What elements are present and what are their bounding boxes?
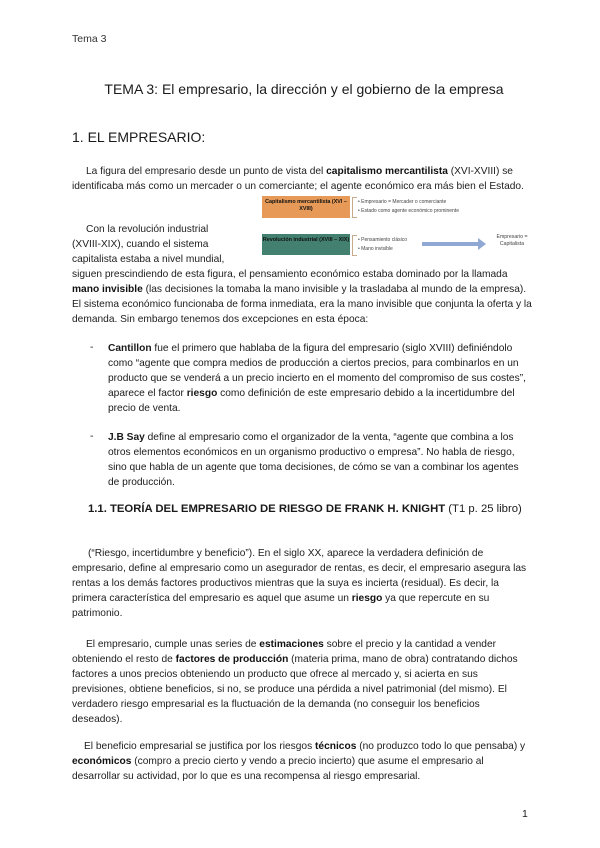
- diagram-brace: [352, 235, 357, 256]
- paragraph-estimaciones: El empresario, cumple unas series de estimaciones sobre el precio y la cantidad a vender obteniendo el resto de factores de producción (materia prima, mano de obra) contratando dichos factores a unos precios obteniendo un producto que ofrece al mercado y, si acierta en sus previsiones, obtiene beneficios, si no, se produce una pérdida a nivel patrimonial (del mismo). El verdadero riesgo empresarial es la fluctuación de la demanda (no conseguir los beneficios deseados).: [72, 639, 518, 725]
- history-diagram: [262, 196, 532, 258]
- diagram-brace: [352, 197, 357, 218]
- diagram-result: Empresario = Capitalista: [496, 234, 528, 247]
- bold-term: factores de producción: [175, 653, 289, 665]
- paragraph-revolucion-start: Con la revolución industrial (XVIII-XIX), cuando el sistema capitalista estaba a nivel mundial,: [72, 224, 225, 265]
- bullet-cantillon: Cantillon fue el primero que hablaba de la figura del empresario (siglo XVIII) definiéndolo como “agente que compra medios de producción a ciertos precios, para combinarlos en un producto que se venderá a un precio incierto en el momento del compromiso de sus costes”, aparece el factor riesgo como definición de este empresario debido a la incertidumbre del precio de venta.: [108, 343, 526, 414]
- bold-term: técnicos: [315, 741, 357, 752]
- bold-term: J.B Say: [108, 432, 145, 443]
- diagram-item: • Empresario = Mercader o comerciante: [358, 199, 446, 205]
- bold-term: económicos: [72, 755, 132, 767]
- diagram-arrow-head: [478, 238, 486, 250]
- diagram-box-revolucion: Revolución industrial (XVIII – XIX): [262, 234, 350, 255]
- page-header: Tema 3: [72, 33, 107, 45]
- bold-term: capitalismo mercantilista: [326, 166, 448, 177]
- bold-term: mano invisible: [72, 283, 143, 295]
- section-heading-knight: 1.1. TEORÍA DEL EMPRESARIO DE RIESGO DE FRANK H. KNIGHT (T1 p. 25 libro): [88, 503, 522, 515]
- paragraph-revolucion: siguen prescindiendo de esta figura, el pensamiento económico estaba dominado por la llamada mano invisible (las decisiones la tomaba la mano invisible y la trasladaba al mundo de la empresa). El sistema económico funcionaba de forma inmediata, era la mano invisible que conjunta la oferta y la demanda. Sin embargo tenemos dos excepciones en esta época:: [72, 269, 532, 325]
- bullet-say: J.B Say define al empresario como el organizador de la venta, “agente que combina a los otros elementos económicos en un organismo productivo o empresa”. No habla de riesgo, sino que habla de un agente que toma decisiones, de cómo se van a combinar los agentes de producción.: [108, 432, 519, 488]
- bold-term: riesgo: [351, 592, 383, 604]
- paragraph-mercantilismo: La figura del empresario desde un punto de vista del capitalismo mercantilista (XVI-XVIII) se identificaba más como un mercader o un comerciante; el agente económico era más bien el Estado.: [72, 166, 524, 192]
- bold-term: Cantillon: [108, 343, 152, 354]
- bullet-dash: -: [90, 342, 94, 353]
- bullet-dash: -: [90, 431, 94, 442]
- diagram-arrow: [422, 242, 480, 246]
- diagram-item: • Estado como agente económico prominente: [358, 208, 459, 214]
- diagram-item: • Pensamiento clásico: [358, 237, 407, 243]
- bold-term: riesgo: [186, 387, 218, 399]
- paragraph-beneficio: El beneficio empresarial se justifica por los riesgos técnicos (no produzco todo lo que pensaba) y económicos (compro a precio cierto y vendo a precio incierto) que asume el empresario al desarrollar su actividad, por lo que es una recompensa al riesgo empresarial.: [72, 741, 526, 782]
- bold-term: estimaciones: [259, 639, 324, 650]
- diagram-box-mercantilismo: Capitalismo mercantilista (XVI – XVIII): [262, 196, 350, 218]
- page-number: 1: [522, 808, 528, 820]
- diagram-item: • Mano invisible: [358, 246, 393, 252]
- paragraph-knight: (“Riesgo, incertidumbre y beneficio”). En el siglo XX, aparece la verdadera definición de empresario, define al empresario como un asegurador de rentas, es decir, el empresario asegura las rentas a los demás factores productivos mientras que la suya es incierta (residual). Es decir, la primera característica del empresario es aquel que asume un riesgo ya que repercute en su patrimonio.: [72, 548, 527, 619]
- section-heading-empresario: 1. EL EMPRESARIO:: [72, 129, 206, 145]
- document-title: TEMA 3: El empresario, la dirección y el gobierno de la empresa: [104, 81, 504, 97]
